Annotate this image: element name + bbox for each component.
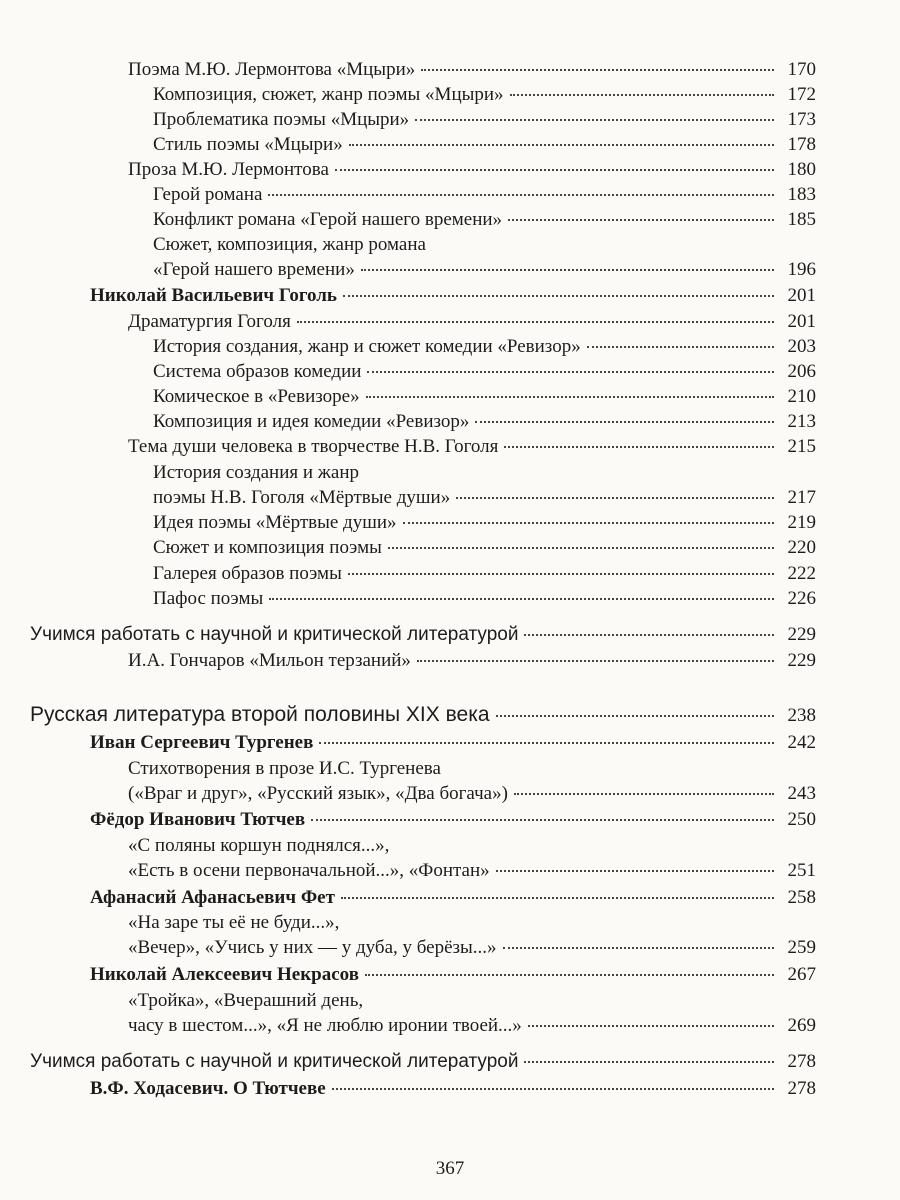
toc-entry-page: 213 [787,411,816,432]
leader-dots [528,1025,774,1027]
leader-dots [335,169,774,171]
toc-part-entry[interactable] [30,703,816,728]
toc-entry[interactable] [153,108,816,132]
leader-dots [403,522,774,524]
toc-entry-page: 206 [787,361,816,382]
leader-dots [510,94,774,96]
toc-entry-page: 238 [787,705,816,726]
toc-entry-page: 229 [787,650,816,671]
toc-entry-title-continued: поэмы Н.В. Гоголя «Мёртвые души» [153,487,451,508]
leader-dots [475,421,774,423]
toc-entry-page: 201 [787,311,816,332]
toc-entry-title: Фёдор Иванович Тютчев [90,809,306,830]
toc-entry[interactable] [128,158,816,182]
toc-entry-title: В.Ф. Ходасевич. О Тютчеве [90,1078,326,1099]
leader-dots [341,897,774,899]
toc-entry-page: 258 [787,887,816,908]
toc-entry-page: 201 [787,285,816,306]
toc-entry[interactable] [128,1014,816,1038]
toc-entry[interactable] [153,536,816,560]
toc-entry-page: 219 [787,512,816,533]
toc-entry-page: 242 [787,732,816,753]
leader-dots [365,974,774,976]
toc-entry-title: Русская литература второй половины XIX века [30,703,490,726]
leader-dots [367,371,774,373]
leader-dots [514,793,774,795]
toc-entry-title: Поэма М.Ю. Лермонтова «Мцыри» [128,59,416,80]
toc-author-entry[interactable] [90,731,816,755]
toc-entry-title: Тема души человека в творчестве Н.В. Гоголя [128,436,499,457]
toc-entry-page: 267 [787,964,816,985]
leader-dots [496,870,774,872]
toc-entry-page: 185 [787,209,816,230]
leader-dots [319,742,774,744]
toc-entry[interactable] [128,859,816,883]
toc-entry-page: 259 [787,937,816,958]
toc-entry-page: 251 [787,860,816,881]
leader-dots [349,144,774,146]
toc-section-entry[interactable] [30,1050,816,1074]
toc-entry-title: Драматургия Гоголя [128,311,291,332]
toc-entry-page: 178 [787,134,816,155]
leader-dots [456,497,774,499]
leader-dots [297,321,774,323]
toc-entry-title: История создания и жанр [153,462,360,483]
leader-dots [366,396,774,398]
toc-entry[interactable] [128,58,816,82]
page-number: 367 [435,1158,465,1179]
toc-entry-page: 220 [787,537,816,558]
toc-entry-page: 243 [787,783,816,804]
toc-entry-title: Иван Сергеевич Тургенев [90,732,314,753]
toc-entry-page: 203 [787,336,816,357]
toc-section-entry[interactable] [30,623,816,647]
toc-entry-page: 180 [787,159,816,180]
toc-entry-title: Герой романа [153,184,263,205]
leader-dots [269,598,774,600]
toc-author-entry[interactable] [90,963,816,987]
leader-dots [268,194,774,196]
toc-entry-page: 229 [787,624,816,645]
toc-entry[interactable] [153,511,816,535]
toc-entry-title-continued: часу в шестом...», «Я не люблю иронии твоей...» [128,1015,522,1036]
toc-entry-title-continued: «Герой нашего времени» [153,259,355,280]
toc-entry-title: Николай Алексеевич Некрасов [90,964,359,985]
toc-entry-title: Система образов комедии [153,361,362,382]
leader-dots [388,547,774,549]
toc-entry[interactable] [153,360,816,384]
toc-entry-page: 269 [787,1015,816,1036]
toc-entry-title: История создания, жанр и сюжет комедии «Ревизор» [153,336,581,357]
leader-dots [496,715,774,717]
toc-entry[interactable] [153,258,816,282]
toc-entry-page: 278 [787,1078,816,1099]
toc-entry[interactable] [153,335,816,359]
leader-dots [503,947,774,949]
toc-entry[interactable] [153,83,816,107]
toc-entry[interactable] [128,435,816,459]
toc-entry[interactable] [153,133,816,157]
toc-entry[interactable] [153,410,816,434]
leader-dots [361,269,774,271]
toc-entry[interactable] [128,936,816,960]
leader-dots [415,119,774,121]
toc-entry-title: Стиль поэмы «Мцыри» [153,134,343,155]
toc-entry-title: Учимся работать с научной и критической литературой [30,1051,519,1072]
toc-entry[interactable] [128,310,816,334]
toc-entry[interactable] [153,587,816,611]
toc-entry[interactable] [153,385,816,409]
toc-entry-title: Проза М.Ю. Лермонтова [128,159,329,180]
toc-entry-title: Николай Васильевич Гоголь [90,285,337,306]
toc-entry-title: Пафос поэмы [153,588,264,609]
toc-entry[interactable] [153,183,816,207]
toc-entry-title: «Тройка», «Вчерашний день, [128,990,364,1011]
leader-dots [348,573,774,575]
leader-dots [587,346,774,348]
toc-author-entry[interactable] [90,284,816,308]
toc-entry-page: 278 [787,1051,816,1072]
toc-entry-title: Стихотворения в прозе И.С. Тургенева [128,758,441,779]
toc-entry-title: Афанасий Афанасьевич Фет [90,887,335,908]
toc-entry-page: 183 [787,184,816,205]
toc-entry-page: 215 [787,436,816,457]
leader-dots [524,1061,774,1063]
toc-entry-title: И.А. Гончаров «Мильон терзаний» [128,650,411,671]
toc-author-entry[interactable] [90,886,816,910]
toc-entry-page: 210 [787,386,816,407]
toc-entry-title: Сюжет и композиция поэмы [153,537,382,558]
toc-entry-title: Композиция и идея комедии «Ревизор» [153,411,470,432]
toc-entry[interactable] [153,208,816,232]
toc-entry-page: 170 [787,59,816,80]
leader-dots [508,219,774,221]
leader-dots [421,69,774,71]
toc-author-entry[interactable] [90,808,816,832]
toc-entry-title: Галерея образов поэмы [153,563,342,584]
toc-entry-page: 226 [787,588,816,609]
toc-entry[interactable] [153,562,816,586]
leader-dots [524,634,774,636]
leader-dots [343,295,774,297]
toc-entry-page: 173 [787,109,816,130]
toc-entry-title-continued: («Враг и друг», «Русский язык», «Два богача») [128,783,508,804]
toc-entry-page: 217 [787,487,816,508]
leader-dots [504,446,774,448]
toc-entry-title: Идея поэмы «Мёртвые души» [153,512,397,533]
leader-dots [417,660,774,662]
toc-entry-title-continued: «Вечер», «Учись у них — у дуба, у берёзы...» [128,937,497,958]
toc-entry-title: Сюжет, композиция, жанр романа [153,234,426,255]
toc-entry-title: Конфликт романа «Герой нашего времени» [153,209,503,230]
leader-dots [332,1088,774,1090]
toc-entry-title: Проблематика поэмы «Мцыри» [153,109,410,130]
toc-entry-page: 250 [787,809,816,830]
toc-entry-title: Комическое в «Ревизоре» [153,386,360,407]
toc-entry[interactable] [128,649,816,673]
toc-entry-page: 222 [787,563,816,584]
toc-entry-title: Композиция, сюжет, жанр поэмы «Мцыри» [153,84,504,105]
toc-entry-title: «На заре ты её не буди...», [128,912,340,933]
toc-entry[interactable] [153,486,816,510]
toc-entry-title: «С поляны коршун поднялся...», [128,835,390,856]
toc-entry-title-continued: «Есть в осени первоначальной...», «Фонтан» [128,860,490,881]
leader-dots [311,819,774,821]
toc-entry[interactable] [128,782,816,806]
toc-entry-title: Учимся работать с научной и критической литературой [30,624,519,645]
toc-author-entry[interactable] [90,1077,816,1101]
toc-entry-page: 196 [787,259,816,280]
toc-entry-page: 172 [787,84,816,105]
